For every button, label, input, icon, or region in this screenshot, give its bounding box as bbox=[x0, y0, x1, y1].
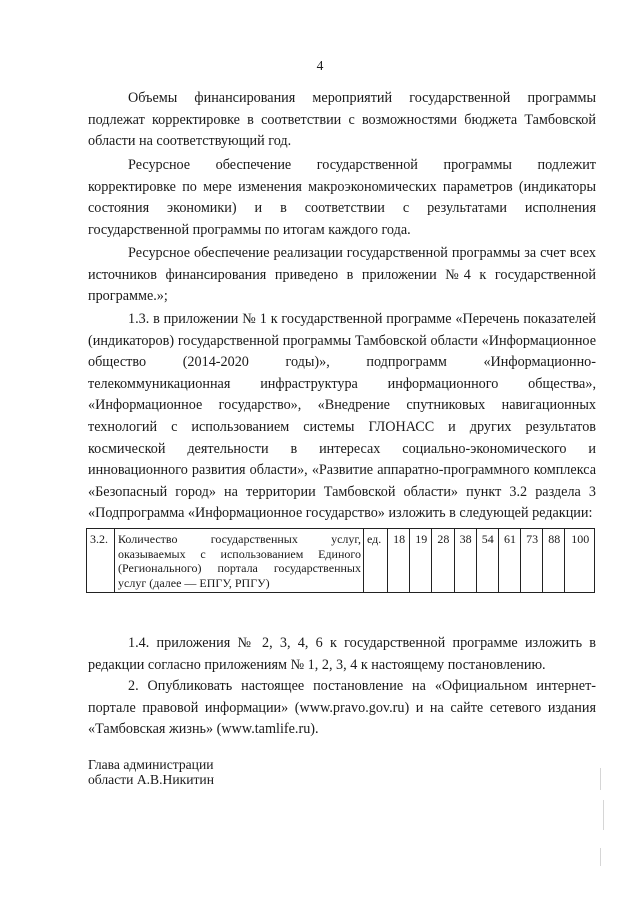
paragraph-item-1-3: 1.3. в приложении № 1 к государственной программе «Перечень показателей (индикаторов) государственной программы Тамбовской области «Информационное общество (2014-2020 годы)», подпрограмм «Информационно-телекоммуникационная инфраструктура информационного общества», «Информационное государство», «Внедрение спутниковых навигационных технологий с использованием системы ГЛОНАСС и других результатов космической деятельности в интересах социально-экономического и инновационного развития области», «Развитие аппаратно-программного комплекса «Безопасный город» на территории Тамбовской области» пункт 3.2 раздела 3 «Подпрограмма «Информационное государство» изложить в следующей редакции: bbox=[88, 311, 596, 522]
paragraph-item-1-4: 1.4. приложения № 2, 3, 4, 6 к государственной программе изложить в редакции согласно приложениям № 1, 2, 3, 4 к настоящему постановлению. bbox=[88, 635, 596, 673]
table-cell-value: 28 bbox=[432, 529, 454, 593]
table-cell-value: 18 bbox=[388, 529, 410, 593]
table-cell-value: 54 bbox=[476, 529, 498, 593]
table-cell-value: 38 bbox=[454, 529, 476, 593]
scan-mark bbox=[600, 768, 601, 790]
table-cell-value: 19 bbox=[410, 529, 432, 593]
scan-mark bbox=[603, 800, 604, 830]
paragraph-resource-sources: Ресурсное обеспечение реализации государственной программы за счет всех источников финансирования приведено в приложении №4 к государственной программе.»; bbox=[88, 245, 596, 305]
signature-title: Глава администрации bbox=[88, 757, 214, 772]
table-cell-value: 88 bbox=[543, 529, 565, 593]
signature-name: области А.В.Никитин bbox=[88, 771, 214, 787]
table-row bbox=[87, 529, 595, 593]
paragraph-resource-adjustment: Ресурсное обеспечение государственной программы подлежит корректировке по мере изменения макроэкономических параметров (индикаторы состояния экономики) и в соответствии с результатами исполнения государственной программы по итогам каждого года. bbox=[88, 157, 596, 238]
table-cell-unit: ед. bbox=[364, 529, 388, 593]
paragraph-publish: 2. Опубликовать настоящее постановление на «Официальном интернет-портале правовой информации» (www.pravo.gov.ru) и на сайте сетевого издания «Тамбовская жизнь» (www.tamlife.ru). bbox=[88, 678, 596, 738]
indicator-table bbox=[86, 528, 595, 593]
table-cell-value: 61 bbox=[498, 529, 520, 593]
scan-mark bbox=[600, 848, 601, 866]
paragraph-financing: Объемы финансирования мероприятий государственной программы подлежат корректировке в соответствии с возможностями бюджета Тамбовской области на соответствующий год. bbox=[88, 90, 596, 150]
table-cell-description: Количество государственных услуг, оказываемых с использованием Единого (Регионального) портала государственных услуг (далее — ЕПГУ, РПГУ) bbox=[115, 529, 364, 593]
table-cell-number: 3.2. bbox=[87, 529, 115, 593]
signature-block bbox=[88, 758, 214, 787]
page-number: 4 bbox=[316, 58, 324, 73]
table-cell-value: 100 bbox=[565, 529, 595, 593]
table-cell-value: 73 bbox=[521, 529, 543, 593]
